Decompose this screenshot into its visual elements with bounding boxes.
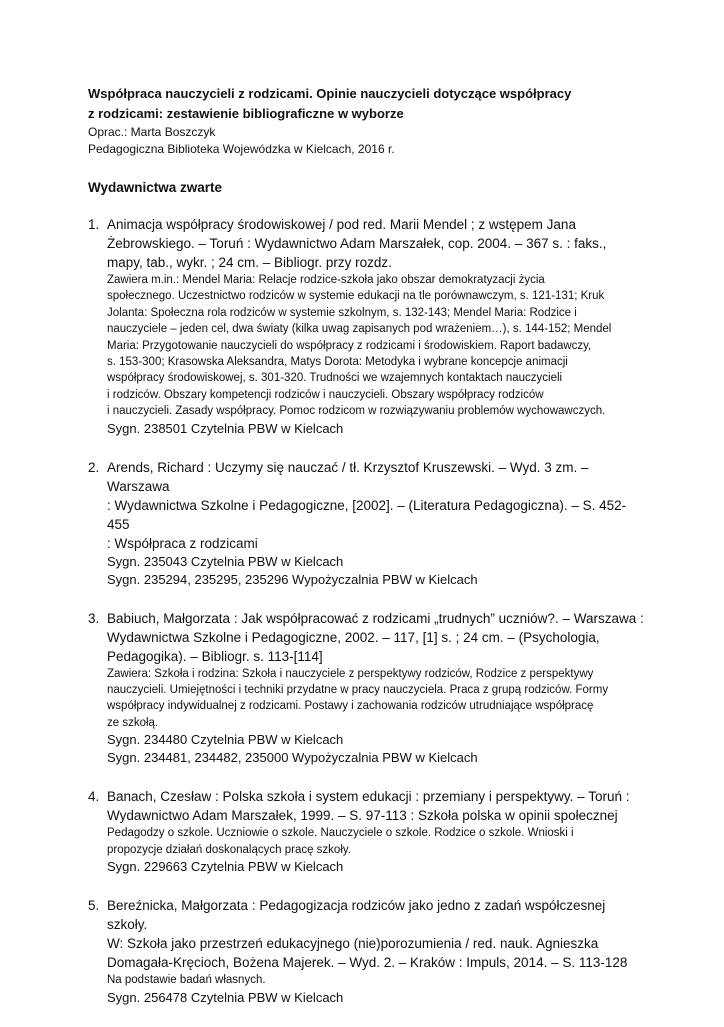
entry-citation-line: Domagała-Kręcioch, Bożena Majerek. – Wyd. 2. – Kraków : Impuls, 2014. – S. 113-128 bbox=[107, 955, 628, 971]
entry-number: 1. bbox=[88, 217, 100, 232]
entry-note-line: Jolanta: Społeczna rola rodziców w systemie szkolnym, s. 132-143; Mendel Maria: Rodzice i bbox=[107, 306, 577, 319]
bibliography-entry bbox=[88, 609, 648, 768]
entry-citation-line: Banach, Czesław : Polska szkoła i system edukacji : przemiany i perspektywy. – Toruń : bbox=[107, 789, 630, 805]
entry-number: 4. bbox=[88, 789, 100, 805]
entry-citation-line: Pedagogika). – Bibliogr. s. 113-[114] bbox=[107, 648, 323, 664]
publisher-line: Pedagogiczna Biblioteka Wojewódzka w Kielcach, 2016 r. bbox=[88, 142, 395, 156]
entry-call-number: Sygn. 234481, 234482, 235000 Wypożyczalnia PBW w Kielcach bbox=[107, 750, 478, 766]
entry-call-number: Sygn. 229663 Czytelnia PBW w Kielcach bbox=[107, 859, 344, 875]
document-title-line-2: z rodzicami: zestawienie bibliograficzne w wyborze bbox=[88, 106, 404, 121]
entry-call-number: Sygn. 235294, 235295, 235296 Wypożyczalnia PBW w Kielcach bbox=[107, 571, 478, 587]
entry-citation-line: Arends, Richard : Uczymy się nauczać / tł. Krzysztof Kruszewski. – Wyd. 3 zm. – Warszawa bbox=[107, 459, 589, 494]
entry-note-line: nauczycieli. Umiejętności i techniki przydatne w pracy nauczyciela. Praca z grupą rodziców. Formy bbox=[107, 684, 609, 697]
entry-number: 3. bbox=[88, 610, 100, 626]
entry-citation-line: mapy, tab., wykr. ; 24 cm. – Bibliogr. przy rozdz. bbox=[107, 255, 392, 270]
entry-citation-line: Wydawnictwa Szkolne i Pedagogiczne, 2002. – 117, [1] s. ; 24 cm. – (Psychologia, bbox=[107, 629, 600, 645]
entry-note-line: współpracy środowiskowej, s. 301-320. Trudności we wzajemnych kontaktach nauczycieli bbox=[107, 372, 563, 385]
entry-note-line: i nauczycieli. Zasady współpracy. Pomoc rodzicom w rozwiązywaniu problemów wychowawczych. bbox=[107, 405, 606, 418]
entry-citation-line: Animacja współpracy środowiskowej / pod red. Marii Mendel ; z wstępem Jana bbox=[107, 217, 576, 232]
entry-call-number: Sygn. 235043 Czytelnia PBW w Kielcach bbox=[107, 553, 344, 569]
entry-note-line: społecznego. Uczestnictwo rodziców w systemie edukacji na tle porównawczym, s. 121-131; Kruk bbox=[107, 290, 605, 303]
entry-citation-line: Babiuch, Małgorzata : Jak współpracować z rodzicami „trudnych” uczniów?. – Warszawa : bbox=[107, 610, 644, 626]
entry-call-number: Sygn. 238501 Czytelnia PBW w Kielcach bbox=[107, 420, 344, 436]
entry-citation-line: : Współpraca z rodzicami bbox=[107, 535, 258, 551]
entry-call-number: Sygn. 256478 Czytelnia PBW w Kielcach bbox=[107, 989, 344, 1005]
section-heading: Wydawnictwa zwarte bbox=[88, 180, 223, 195]
bibliography-list bbox=[88, 215, 648, 1007]
bibliography-entry bbox=[88, 787, 648, 876]
entry-citation-line: Żebrowskiego. – Toruń : Wydawnictwo Adam Marszałek, cop. 2004. – 367 s. : faks., bbox=[107, 236, 607, 251]
entry-note-line: Maria: Przygotowanie nauczycieli do współpracy z rodzicami i środowiskiem. Raport badawczy, bbox=[107, 339, 592, 352]
entry-number: 5. bbox=[88, 898, 100, 914]
bibliography-entry bbox=[88, 215, 648, 438]
document-page bbox=[88, 84, 648, 1027]
entry-note-line: Na podstawie badań własnych. bbox=[107, 974, 266, 987]
bibliography-entry bbox=[88, 458, 648, 589]
entry-note-line: Pedagodzy o szkole. Uczniowie o szkole. Nauczyciele o szkole. Rodzice o szkole. Wnioski i bbox=[107, 827, 574, 840]
entry-note-line: współpracy indywidualnej z rodzicami. Postawy i zachowania rodziców utrudniające współpracę bbox=[107, 700, 594, 713]
bibliography-entry bbox=[88, 896, 648, 1006]
document-title-line-1: Współpraca nauczycieli z rodzicami. Opinie nauczycieli dotyczące współpracy bbox=[88, 86, 572, 101]
author-line: Oprac.: Marta Boszczyk bbox=[88, 125, 216, 139]
entry-citation-line: : Wydawnictwa Szkolne i Pedagogiczne, [2002]. – (Literatura Pedagogiczna). – S. 452-455 bbox=[107, 497, 627, 532]
entry-note-line: ze szkołą. bbox=[107, 716, 159, 729]
entry-note-line: Zawiera: Szkoła i rodzina: Szkoła i nauczyciele z perspektywy rodziców, Rodzice z perspektywy bbox=[107, 667, 594, 680]
entry-citation-line: Wydawnictwo Adam Marszałek, 1999. – S. 97-113 : Szkoła polska w opinii społecznej bbox=[107, 808, 618, 824]
entry-note-line: s. 153-300; Krasowska Aleksandra, Matys Dorota: Metodyka i wybrane koncepcje animacji bbox=[107, 356, 568, 369]
entry-note-line: Zawiera m.in.: Mendel Maria: Relacje rodzice-szkoła jako obszar demokratyzacji życia bbox=[107, 274, 545, 286]
entry-note-line: nauczyciele – jeden cel, dwa światy (kilka uwag zapisanych pod wrażeniem…), s. 144-152; Mendel bbox=[107, 323, 612, 336]
entry-citation-line: Bereźnicka, Małgorzata : Pedagogizacja rodziców jako jedno z zadań współczesnej szkoły. bbox=[107, 898, 606, 933]
entry-call-number: Sygn. 234480 Czytelnia PBW w Kielcach bbox=[107, 732, 344, 748]
entry-note-line: propozycje działań doskonalących pracę szkoły. bbox=[107, 843, 351, 856]
entry-number: 2. bbox=[88, 459, 100, 475]
entry-citation-line: W: Szkoła jako przestrzeń edukacyjnego (nie)porozumienia / red. nauk. Agnieszka bbox=[107, 936, 599, 952]
entry-note-line: i rodziców. Obszary kompetencji rodziców i nauczycieli. Obszary współpracy rodziców bbox=[107, 388, 544, 401]
